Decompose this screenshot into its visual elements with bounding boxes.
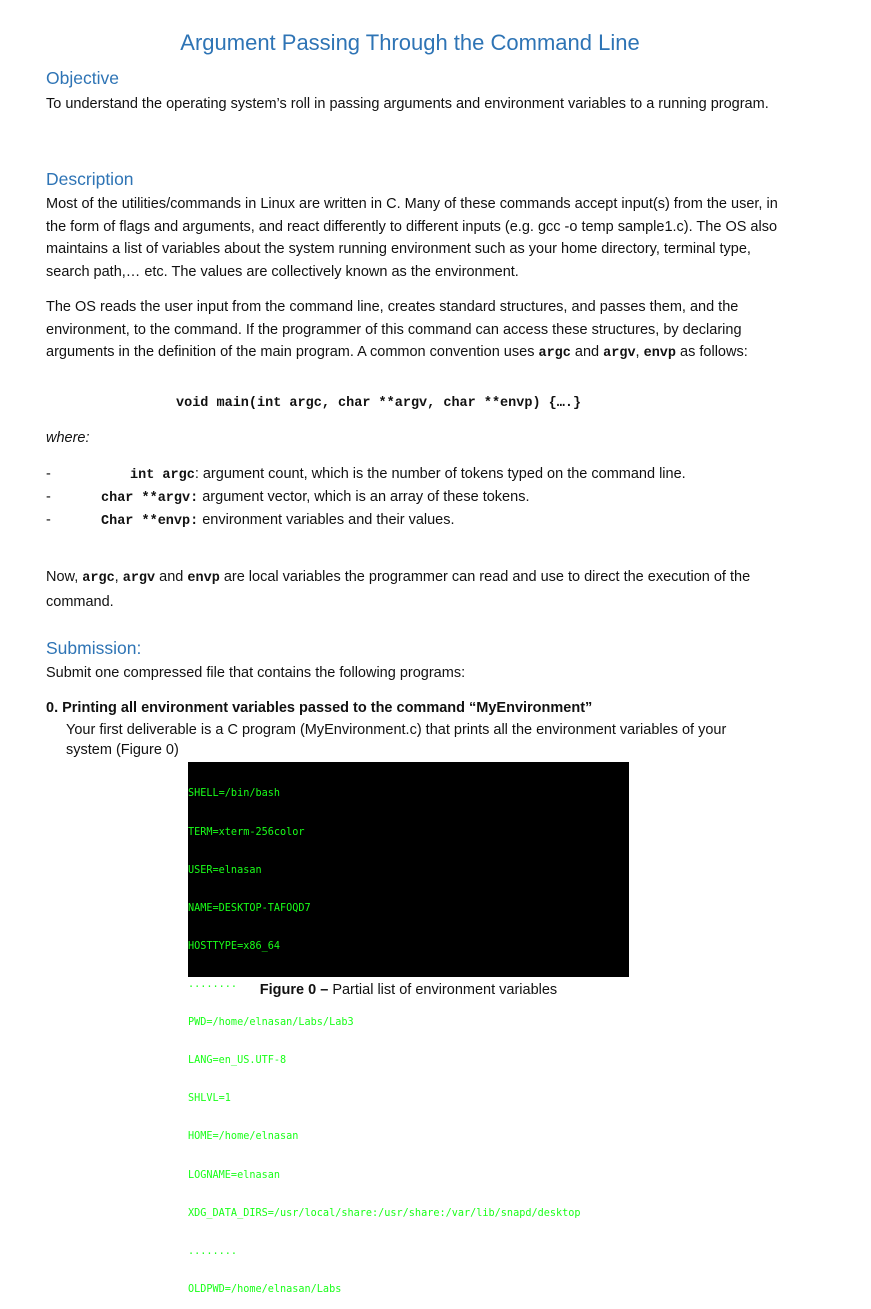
code-argc: argc: [538, 346, 571, 361]
terminal-line: OLDPWD=/home/elnasan/Labs: [188, 1283, 342, 1295]
terminal-line: LOGNAME=elnasan: [188, 1169, 281, 1181]
list-item-envp: [46, 509, 455, 533]
list-dash: -: [46, 512, 51, 528]
list-item-code: Char **envp:: [101, 514, 199, 529]
terminal-line: NAME=DESKTOP-TAFOQD7: [188, 902, 311, 914]
para3-and: and: [155, 569, 188, 585]
submission-heading: Submission:: [46, 638, 142, 658]
para2-and: and: [570, 344, 604, 360]
list-item-text: argument vector, which is an array of these tokens.: [198, 489, 530, 505]
figure-caption: [0, 982, 817, 998]
list-item-argv: [46, 486, 529, 510]
step-0-text: Your first deliverable is a C program (MyEnvironment.c) that prints all the environment variables of your system (Figure 0): [66, 722, 727, 758]
terminal-line: PWD=/home/elnasan/Labs/Lab3: [188, 1017, 354, 1029]
description-paragraph-1: Most of the utilities/commands in Linux are written in C. Many of these commands accept input(s) from the user, in the form of flags and arguments, and react differently to different inputs (e.g. gcc -o temp sample1.c). The OS also maintains a list of variables about the system running environment such as your home directory, terminal type, search path,… etc. The values are collectively known as the environment.: [46, 196, 778, 280]
terminal-line: SHELL=/bin/bash: [188, 788, 281, 800]
step-0-heading: 0. Printing all environment variables passed to the command “MyEnvironment”: [46, 700, 593, 716]
main-signature-code: void main(int argc, char **argv, char **envp) {….}: [176, 396, 582, 411]
terminal-line: SHLVL=1: [188, 1093, 231, 1105]
description-paragraph-3: [46, 566, 786, 613]
figure-caption-text: Partial list of environment variables: [328, 982, 558, 998]
where-label: where:: [46, 430, 90, 446]
description-heading: Description: [46, 169, 134, 189]
terminal-line: HOSTTYPE=x86_64: [188, 940, 281, 952]
code-envp: envp: [643, 346, 677, 361]
list-item-argc: [46, 463, 686, 487]
submission-text: Submit one compressed file that contains the following programs:: [46, 665, 466, 681]
terminal-line: XDG_DATA_DIRS=/usr/local/share:/usr/share:/var/lib/snapd/desktop: [188, 1207, 581, 1219]
terminal-line: HOME=/home/elnasan: [188, 1131, 299, 1143]
para2-text-1: The OS reads the user input from the command line, creates standard structures, and passes them, and the environment, to the command. If the programmer of this command can access these structures, by declaring arguments in the definition of the main program. A common convention uses: [46, 299, 742, 360]
terminal-line: TERM=xterm-256color: [188, 826, 305, 838]
code-argv: argv: [122, 571, 156, 586]
code-argv: argv: [603, 346, 636, 361]
code-argc: argc: [82, 571, 115, 586]
terminal-line: ........: [188, 978, 238, 990]
page-title: Argument Passing Through the Command Line: [180, 30, 640, 55]
para2-tail: as follows:: [676, 344, 748, 360]
list-item-text: environment variables and their values.: [198, 512, 455, 528]
terminal-line: USER=elnasan: [188, 864, 262, 876]
list-dash: -: [46, 489, 51, 505]
para3-text-1: Now,: [46, 569, 83, 585]
para3-sep: ,: [114, 569, 123, 585]
list-item-code: char **argv:: [101, 491, 199, 506]
para3-tail: are local variables the programmer can read and use to direct the execution of the command.: [46, 569, 751, 610]
terminal-line: LANG=en_US.UTF-8: [188, 1055, 287, 1067]
list-dash: -: [46, 466, 51, 482]
figure-caption-label: Figure 0 –: [259, 982, 329, 998]
terminal-line: ........: [188, 1245, 238, 1257]
description-paragraph-2: [46, 296, 786, 366]
para2-comma: ,: [635, 344, 644, 360]
objective-heading: Objective: [46, 68, 119, 88]
list-item-code: int argc: [130, 468, 195, 483]
code-envp: envp: [187, 571, 220, 586]
objective-text: To understand the operating system’s roll in passing arguments and environment variables to a running program.: [46, 96, 769, 112]
list-item-text: : argument count, which is the number of tokens typed on the command line.: [194, 466, 686, 482]
